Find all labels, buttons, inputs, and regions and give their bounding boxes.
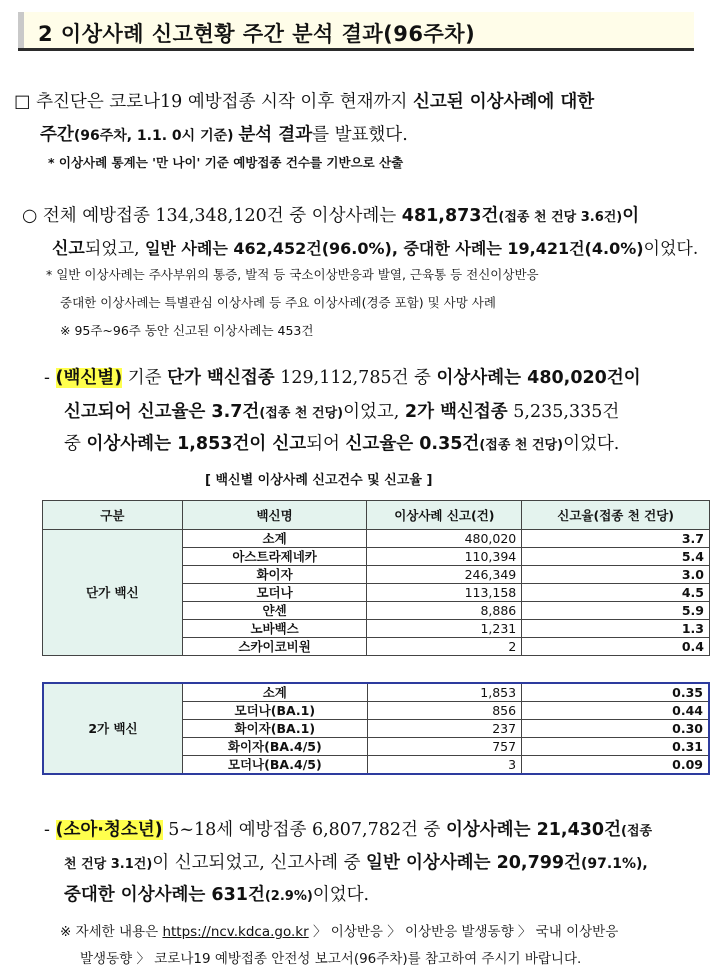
bi-label-text: 2가 백신접종	[404, 402, 508, 422]
report-rate: 4.5	[522, 584, 710, 602]
vaccine-name: 모더나(BA.4/5)	[183, 756, 368, 775]
intro-date: (96주차, 1.1. 0시 기준)	[73, 128, 239, 144]
report-rate: 3.0	[522, 566, 710, 584]
vaccine-name: 노바백스	[182, 620, 367, 638]
youth-serious-pct: (2.9%)	[264, 889, 313, 904]
intro-result: 분석 결과	[238, 125, 313, 145]
adverse-count: 237	[367, 720, 522, 738]
per-thousand: (접종 천 건당)	[259, 406, 344, 421]
youth-line-2	[64, 849, 648, 874]
adverse-count: 8,886	[367, 602, 522, 620]
footer-text: ※ 자세한 내용은	[60, 924, 163, 940]
overall-end: 이었다.	[643, 239, 699, 259]
overall-count: 481,873건	[401, 206, 499, 226]
dash-bullet: -	[44, 820, 50, 840]
intro-bold: 신고된 이상사례에 대한	[412, 92, 595, 112]
overall-note-1: * 일반 이상사례는 주사부위의 통증, 발적 등 국소이상반응과 발열, 근육통 등 전신이상반응	[46, 267, 539, 282]
report-rate: 1.3	[522, 620, 710, 638]
vaccine-end: 이었다.	[563, 434, 620, 454]
mono-vaccine-table	[42, 500, 710, 656]
dash-bullet: -	[44, 368, 50, 388]
kdca-link[interactable]: https://ncv.kdca.go.kr	[162, 924, 309, 940]
report-rate: 3.7	[522, 530, 710, 548]
overall-text: 전체 예방접종 134,348,120건 중 이상사례는	[42, 206, 402, 226]
overall-breakdown: 일반 사례는 462,452건(96.0%), 중대한 사례는 19,421건(4.0%)	[144, 239, 644, 258]
report-rate: 0.30	[522, 720, 709, 738]
intro-line-2	[40, 121, 408, 146]
adverse-count: 2	[367, 638, 522, 656]
intro-weekly: 주간	[40, 125, 74, 145]
vaccine-name: 소계	[182, 530, 367, 548]
mono-rate: 신고되어 신고율은 3.7건	[64, 402, 260, 422]
mono-category: 단가 백신	[43, 530, 183, 656]
circle-bullet: ○	[22, 206, 38, 226]
page-title: 2 이상사례 신고현황 주간 분석 결과(96주차)	[38, 22, 476, 46]
intro-note: * 이상사례 통계는 '만 나이' 기준 예방접종 건수를 기반으로 산출	[48, 155, 404, 170]
bi-adverse: 이상사례는 1,853건이 신고	[86, 434, 307, 454]
per-thousand-2: (접종 천 건당)	[479, 438, 564, 453]
footer-path: 〉 이상반응 〉 이상반응 발생동향 〉 국내 이상반응	[308, 924, 619, 940]
youth-end: 이었다.	[312, 885, 370, 905]
youth-line-1	[44, 816, 652, 841]
overall-note-3: ※ 95주~96주 동안 신고된 이상사례는 453건	[60, 323, 314, 338]
intro-end: 를 발표했다.	[312, 125, 408, 145]
youth-tag: (소아·청소년)	[55, 820, 163, 840]
youth-text: 5~18세 예방접종 6,807,782건 중	[162, 820, 446, 840]
vaccine-name: 소계	[183, 683, 368, 702]
square-bullet: □	[14, 92, 31, 112]
report-rate: 0.4	[522, 638, 710, 656]
table-row	[43, 530, 710, 548]
table-caption: [ 백신별 이상사례 신고건수 및 신고율 ]	[205, 473, 433, 488]
vaccine-name: 스카이코비원	[182, 638, 367, 656]
title-accent	[18, 12, 24, 48]
adverse-count: 1,231	[367, 620, 522, 638]
adverse-count: 110,394	[367, 548, 522, 566]
vaccine-line-3	[64, 430, 619, 455]
intro-text: 추진단은 코로나19 예방접종 시작 이후 현재까지	[36, 92, 413, 112]
vaccine-name: 모더나	[182, 584, 367, 602]
footer-line-1	[60, 920, 618, 940]
report-rate: 0.09	[522, 756, 709, 775]
overall-text-2: 되었고,	[84, 239, 145, 259]
adverse-count: 113,158	[367, 584, 522, 602]
report-rate: 0.35	[522, 683, 709, 702]
title-bar	[18, 12, 694, 51]
vaccine-text: 기준	[122, 368, 168, 388]
vaccine-line-1	[44, 364, 641, 389]
vaccine-name: 아스트라제네카	[182, 548, 367, 566]
intro-line-1	[14, 88, 594, 113]
vaccine-name: 화이자(BA.4/5)	[183, 738, 368, 756]
report-rate: 5.4	[522, 548, 710, 566]
vaccine-line-2	[64, 398, 619, 423]
footer-line-2: 발생동향 〉 코로나19 예방접종 안전성 보고서(96주차)를 참고하여 주시기 바랍니다.	[80, 951, 582, 967]
adverse-count: 3	[367, 756, 522, 775]
vaccine-tag: (백신별)	[55, 368, 123, 388]
vaccine-name: 화이자(BA.1)	[183, 720, 368, 738]
youth-rate-open: (접종	[621, 824, 653, 839]
bi-category: 2가 백신	[43, 683, 183, 774]
report-rate: 0.31	[522, 738, 709, 756]
vaccine-name: 화이자	[182, 566, 367, 584]
bivalent-vaccine-table	[42, 682, 710, 775]
youth-serious: 중대한 이상사례는 631건	[64, 885, 265, 905]
mono-label-text: 단가 백신접종	[167, 368, 275, 388]
vaccine-name: 얀센	[182, 602, 367, 620]
overall-note-2: 중대한 이상사례는 특별관심 이상사례 등 주요 이상사례(경증 포함) 및 사망 사례	[60, 295, 496, 310]
adverse-count: 480,020	[367, 530, 522, 548]
table-row	[43, 683, 709, 702]
bi-rate: 신고율은 0.35건	[345, 434, 480, 454]
youth-rate: 천 건당 3.1건)	[64, 857, 153, 872]
youth-general: 일반 이상사례는 20,799건	[366, 853, 582, 873]
overall-rate: (접종 천 건당 3.6건)	[498, 210, 623, 225]
report-rate: 5.9	[522, 602, 710, 620]
vaccine-text-4: 되어	[306, 434, 346, 454]
header-vaccine: 백신명	[182, 501, 367, 530]
adverse-count: 1,853	[367, 683, 522, 702]
youth-text-2: 이 신고되었고, 신고사례 중	[152, 853, 367, 873]
vaccine-name: 모더나(BA.1)	[183, 702, 368, 720]
header-category: 구분	[43, 501, 183, 530]
overall-report: 신고	[52, 239, 85, 259]
adverse-count: 856	[367, 702, 522, 720]
mono-adverse: 이상사례는 480,020건이	[436, 368, 641, 388]
youth-line-3	[64, 881, 369, 906]
bi-count-text: 5,235,335건	[507, 402, 620, 422]
header-count: 이상사례 신고(건)	[367, 501, 522, 530]
youth-adverse: 이상사례는 21,430건	[445, 820, 622, 840]
table-header-row	[43, 501, 710, 530]
mono-count-text: 129,112,785건 중	[274, 368, 437, 388]
vaccine-text-3: 중	[64, 434, 87, 454]
overall-line-2	[52, 234, 698, 259]
overall-line-1	[22, 202, 639, 227]
vaccine-text-2: 이었고,	[343, 402, 405, 422]
adverse-count: 757	[367, 738, 522, 756]
header-rate: 신고율(접종 천 건당)	[522, 501, 710, 530]
report-rate: 0.44	[522, 702, 709, 720]
overall-i: 이	[622, 206, 640, 226]
youth-general-pct: (97.1%),	[581, 856, 648, 872]
adverse-count: 246,349	[367, 566, 522, 584]
